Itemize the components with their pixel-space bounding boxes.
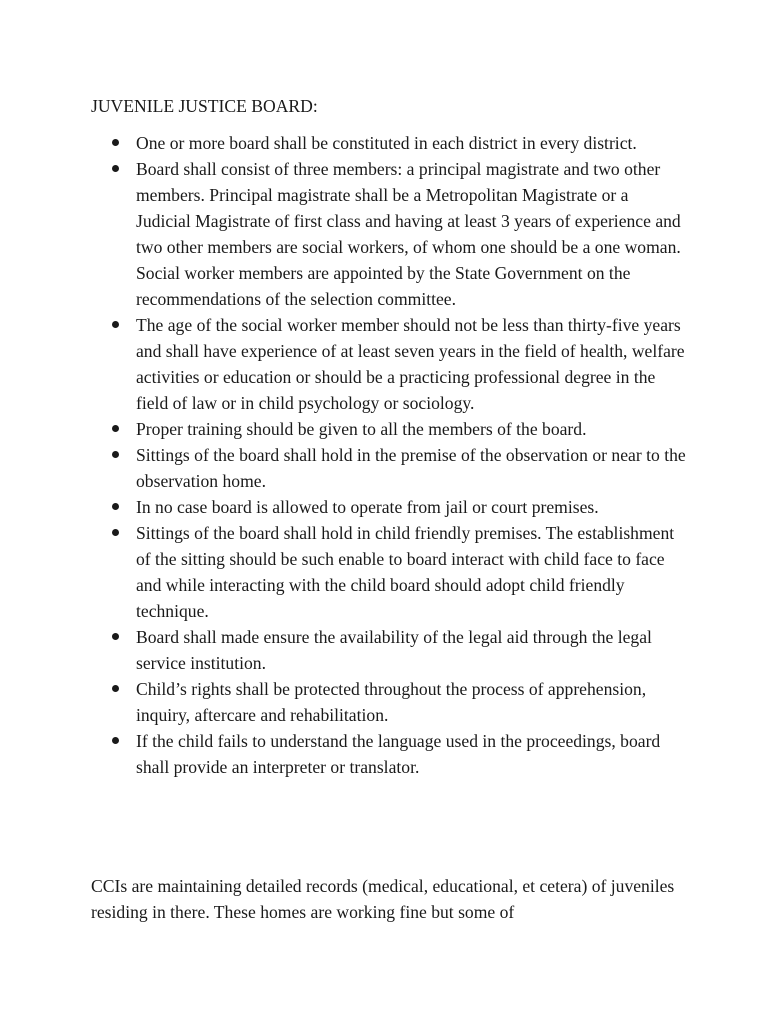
bullet-icon [112,633,119,640]
bullet-icon [112,139,119,146]
list-item-text: In no case board is allowed to operate from jail or court premises. [136,497,599,517]
bullet-icon [112,425,119,432]
list-item-text: One or more board shall be constituted in each district in every district. [136,133,637,153]
list-item [0,520,686,624]
list-item [0,728,686,780]
list-item-text: If the child fails to understand the language used in the proceedings, board shall provide an interpreter or translator. [136,731,661,777]
list-item [0,416,686,442]
list-item [0,442,686,494]
list-item-text: Sittings of the board shall hold in child friendly premises. The establishment of the sitting should be such enable to board interact with child face to face and while interacting with the child board should adopt child friendly technique. [136,523,675,621]
list-item [0,130,686,156]
list-item-text: Board shall consist of three members: a principal magistrate and two other members. Principal magistrate shall be a Metropolitan Magistrate or a Judicial Magistrate of first class and having at least 3 years of experience and two other members are social workers, of whom one should be a one woman. Social worker members are appointed by the State Government on the recommendations of the selection committee. [136,159,681,309]
body-paragraph: CCIs are maintaining detailed records (medical, educational, et cetera) of juveniles residing in there. These homes are working fine but some of [91,876,675,922]
bullet-icon [112,529,119,536]
list-item-text: Sittings of the board shall hold in the premise of the observation or near to the observation home. [136,445,686,491]
list-item-text: Child’s rights shall be protected throughout the process of apprehension, inquiry, aftercare and rehabilitation. [136,679,647,725]
bullet-icon [112,737,119,744]
bullet-icon [112,321,119,328]
bullet-icon [112,165,119,172]
bullet-icon [112,503,119,510]
list-item-text: Proper training should be given to all the members of the board. [136,419,587,439]
list-item [0,624,686,676]
list-item [0,494,686,520]
list-item-text: The age of the social worker member should not be less than thirty-five years and shall have experience of at least seven years in the field of health, welfare activities or education or should be a practicing professional degree in the field of law or in child psychology or sociology. [136,315,685,413]
bullet-list [0,130,768,780]
bullet-icon [112,451,119,458]
section-heading: JUVENILE JUSTICE BOARD: [91,96,318,116]
list-item [0,312,686,416]
list-item [0,676,686,728]
list-item [0,156,686,312]
bullet-icon [112,685,119,692]
list-item-text: Board shall made ensure the availability of the legal aid through the legal service institution. [136,627,652,673]
